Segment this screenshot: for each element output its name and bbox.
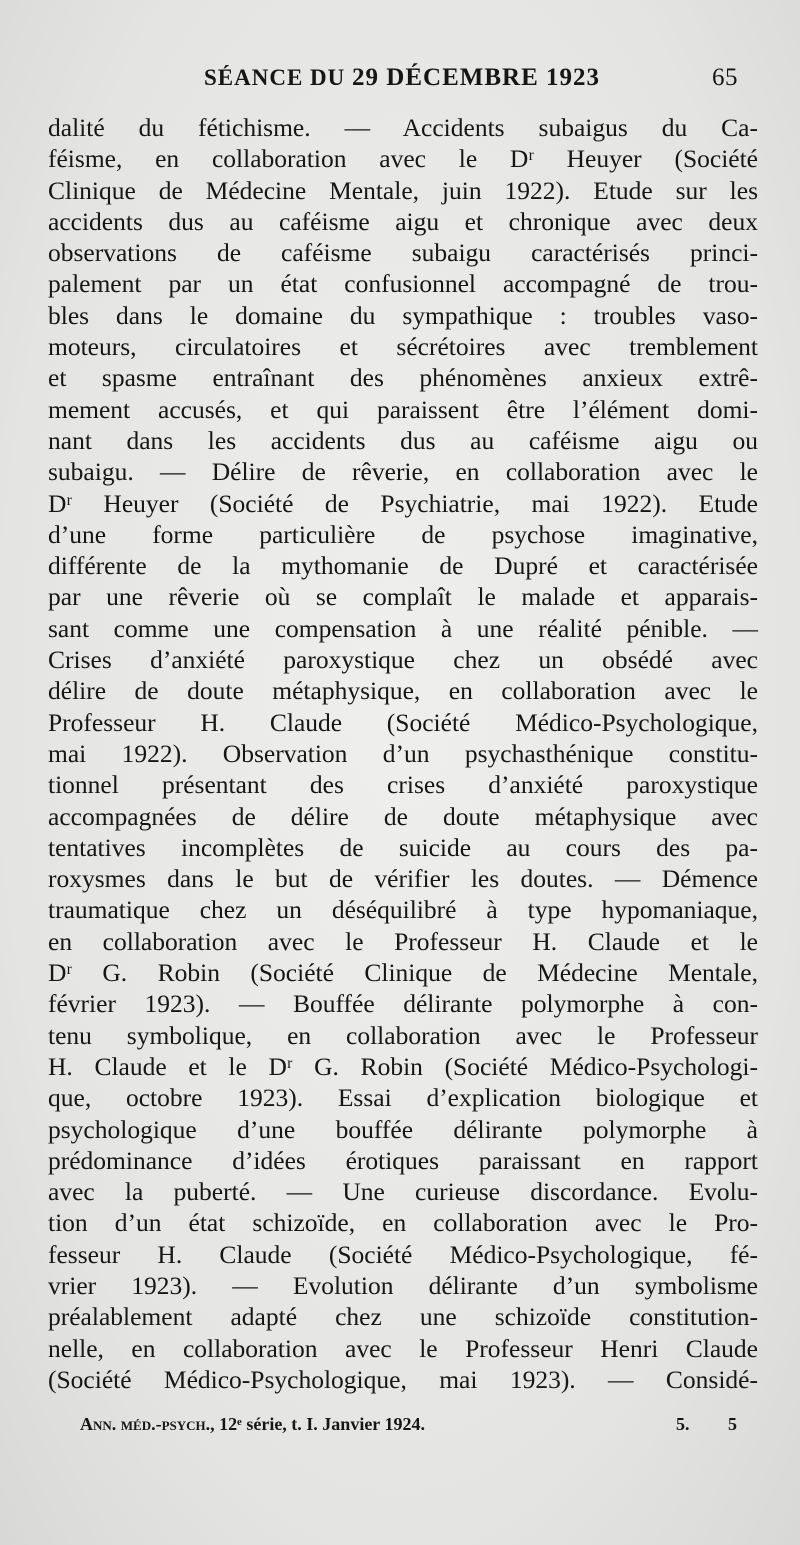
text-line: préalablement adapté chez une schizoïde constitution-	[48, 1302, 758, 1332]
text-line: nelle, en collaboration avec le Professeur Henri Claude	[48, 1333, 758, 1363]
text-line: moteurs, circulatoires et sécrétoires avec tremblement	[48, 332, 758, 362]
text-line: dalité du fétichisme. — Accidents subaigus du Ca-	[48, 113, 758, 142]
text-line: nant dans les accidents dus au caféisme aigu ou	[48, 425, 758, 455]
header-title: SÉANCE DU 29 DÉCEMBRE 1923	[204, 64, 600, 91]
text-line: que, octobre 1923). Essai d’explication biologique et	[48, 1083, 758, 1113]
text-line: mement accusés, et qui paraissent être l’élément domi-	[48, 394, 758, 424]
text-line: psychologique d’une bouffée délirante polymorphe à	[48, 1114, 758, 1144]
text-line: roxysmes dans le but de vérifier les doutes. — Démence	[48, 864, 758, 894]
text-line: accidents dus au caféisme aigu et chronique avec deux	[48, 206, 758, 236]
text-line: palement par un état confusionnel accompagné de trou-	[48, 269, 758, 299]
signature-mark-2: 5	[728, 1414, 737, 1434]
text-line: accompagnées de délire de doute métaphysique avec	[48, 801, 758, 831]
text-line: par une rêverie où se complaît le malade et apparais-	[48, 582, 758, 612]
text-line: différente de la mythomanie de Dupré et caractérisée	[48, 551, 758, 581]
text-line: avec la puberté. — Une curieuse discordance. Evolu-	[48, 1177, 758, 1207]
text-line: tionnel présentant des crises d’anxiété paroxystique	[48, 770, 758, 800]
text-line: subaigu. — Délire de rêverie, en collaboration avec le	[48, 457, 758, 487]
text-line: traumatique chez un déséquilibré à type hypomaniaque,	[48, 895, 758, 925]
text-line: Crises d’anxiété paroxystique chez un obsédé avec	[48, 645, 758, 675]
text-line: en collaboration avec le Professeur H. Claude et le	[48, 926, 758, 956]
text-line: H. Claude et le Dʳ G. Robin (Société Médico-Psychologi-	[48, 1051, 758, 1081]
running-header	[0, 64, 800, 100]
text-line: vrier 1923). — Evolution délirante d’un symbolisme	[48, 1270, 758, 1300]
text-line: février 1923). — Bouffée délirante polymorphe à con-	[48, 989, 758, 1019]
text-line: tion d’un état schizoïde, en collaboration avec le Pro-	[48, 1208, 758, 1238]
text-line: féisme, en collaboration avec le Dʳ Heuyer (Société	[48, 144, 758, 174]
text-line: observations de caféisme subaigu caractérisés princi-	[48, 238, 758, 268]
text-line: (Société Médico-Psychologique, mai 1923). — Considé-	[48, 1364, 758, 1394]
page-footer	[0, 1414, 800, 1444]
text-line: délire de doute métaphysique, en collaboration avec le	[48, 676, 758, 706]
text-line: sant comme une compensation à une réalité pénible. —	[48, 613, 758, 643]
text-line: tenu symbolique, en collaboration avec le Professeur	[48, 1020, 758, 1050]
page-number: 65	[712, 64, 738, 91]
signature-mark-1: 5.	[676, 1414, 690, 1434]
text-line: bles dans le domaine du sympathique : troubles vaso-	[48, 300, 758, 330]
journal-citation: Ann. méd.-psych., 12ᵉ série, t. I. Janvier 1924.	[80, 1414, 425, 1434]
text-line: tentatives incomplètes de suicide au cours des pa-	[48, 832, 758, 862]
text-line: fesseur H. Claude (Société Médico-Psychologique, fé-	[48, 1239, 758, 1269]
text-line: et spasme entraînant des phénomènes anxieux extrê-	[48, 363, 758, 393]
text-line: mai 1922). Observation d’un psychasthénique constitu-	[48, 738, 758, 768]
text-line: prédominance d’idées érotiques paraissant en rapport	[48, 1145, 758, 1175]
text-line: Dʳ Heuyer (Société de Psychiatrie, mai 1922). Etude	[48, 488, 758, 518]
body-text	[48, 112, 758, 1395]
text-line: Dʳ G. Robin (Société Clinique de Médecine Mentale,	[48, 958, 758, 988]
text-line: Professeur H. Claude (Société Médico-Psychologique,	[48, 707, 758, 737]
header-date: 29 DÉCEMBRE 1923	[352, 64, 600, 91]
text-line: Clinique de Médecine Mentale, juin 1922). Etude sur les	[48, 175, 758, 205]
text-line: d’une forme particulière de psychose imaginative,	[48, 519, 758, 549]
